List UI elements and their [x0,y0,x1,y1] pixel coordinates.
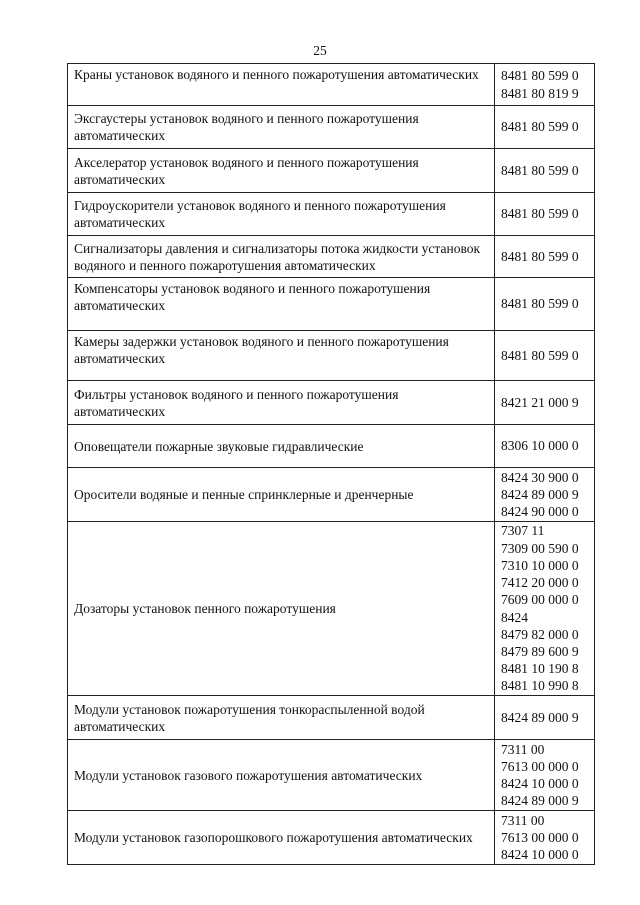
code-line: 7311 00 [501,741,545,757]
product-name-cell: Модули установок пожаротушения тонкораспыленной водой автоматических [68,696,495,740]
table-row [68,193,595,236]
product-name-cell: Фильтры установок водяного и пенного пожаротушения автоматических [68,381,495,425]
table-row [68,811,595,865]
table-row [68,696,595,740]
table-row [68,106,595,149]
code-line: 8424 89 000 9 [501,486,579,502]
code-line: 8424 89 000 9 [501,709,579,725]
code-line: 7613 00 000 0 [501,758,579,774]
table-row [68,64,595,106]
table-row [68,468,595,522]
code-line: 7412 20 000 0 [501,575,579,591]
code-cell [495,193,595,236]
code-line: 7310 10 000 0 [501,557,579,573]
table-row [68,278,595,331]
code-cell [495,468,595,522]
code-line: 7307 11 [501,523,545,539]
code-cell [495,425,595,468]
product-name-cell: Эксгаустеры установок водяного и пенного пожаротушения автоматических [68,106,495,149]
product-name-cell: Модули установок газопорошкового пожаротушения автоматических [68,811,495,865]
code-line: 7309 00 590 0 [501,540,579,556]
codes-table [67,63,595,865]
code-cell [495,331,595,381]
code-line: 8481 10 190 8 [501,661,579,677]
code-cell [495,696,595,740]
product-name-cell: Оповещатели пожарные звуковые гидравлические [68,425,495,468]
code-line: 8481 80 599 0 [501,296,579,312]
table-row [68,740,595,811]
product-name-cell: Сигнализаторы давления и сигнализаторы потока жидкости установок водяного и пенного пожаротушения автоматических [68,236,495,278]
product-name-cell: Акселератор установок водяного и пенного пожаротушения автоматических [68,149,495,193]
code-cell [495,149,595,193]
code-line: 8424 89 000 9 [501,793,579,809]
product-name-cell: Компенсаторы установок водяного и пенного пожаротушения автоматических [68,278,495,331]
code-line: 8306 10 000 0 [501,438,579,454]
code-line: 8481 80 599 0 [501,68,579,84]
code-cell [495,64,595,106]
code-line: 8481 80 819 9 [501,85,579,101]
code-cell [495,236,595,278]
code-line: 8481 80 599 0 [501,162,579,178]
code-line: 7613 00 000 0 [501,829,579,845]
table-row [68,331,595,381]
table-row [68,149,595,193]
product-name-cell: Оросители водяные и пенные спринклерные и дренчерные [68,468,495,522]
code-line: 8481 80 599 0 [501,119,579,135]
code-line: 8421 21 000 9 [501,394,579,410]
table-row [68,522,595,696]
code-line: 7311 00 [501,812,545,828]
table-row [68,425,595,468]
code-line: 8479 89 600 9 [501,643,579,659]
table-row [68,381,595,425]
code-cell [495,811,595,865]
code-cell [495,381,595,425]
code-cell [495,522,595,696]
table-row [68,236,595,278]
code-line: 7609 00 000 0 [501,592,579,608]
code-cell [495,278,595,331]
code-line: 8481 80 599 0 [501,347,579,363]
product-name-cell: Гидроускорители установок водяного и пенного пожаротушения автоматических [68,193,495,236]
code-line: 8481 80 599 0 [501,206,579,222]
code-line: 8424 30 900 0 [501,469,579,485]
code-cell [495,106,595,149]
code-line: 8424 [501,609,528,625]
code-line: 8424 10 000 0 [501,776,579,791]
code-line: 8479 82 000 0 [501,626,579,642]
product-name-cell: Камеры задержки установок водяного и пенного пожаротушения автоматических [68,331,495,381]
code-line: 8481 10 990 8 [501,678,579,694]
code-line: 8424 90 000 0 [501,504,579,520]
product-name-cell: Краны установок водяного и пенного пожаротушения автоматических [68,64,495,106]
code-line: 8424 10 000 0 [501,847,579,863]
code-line: 8481 80 599 0 [501,248,579,264]
product-name-cell: Дозаторы установок пенного пожаротушения [68,522,495,696]
page-number: 25 [313,43,327,58]
code-cell [495,740,595,811]
product-name-cell: Модули установок газового пожаротушения автоматических [68,740,495,811]
